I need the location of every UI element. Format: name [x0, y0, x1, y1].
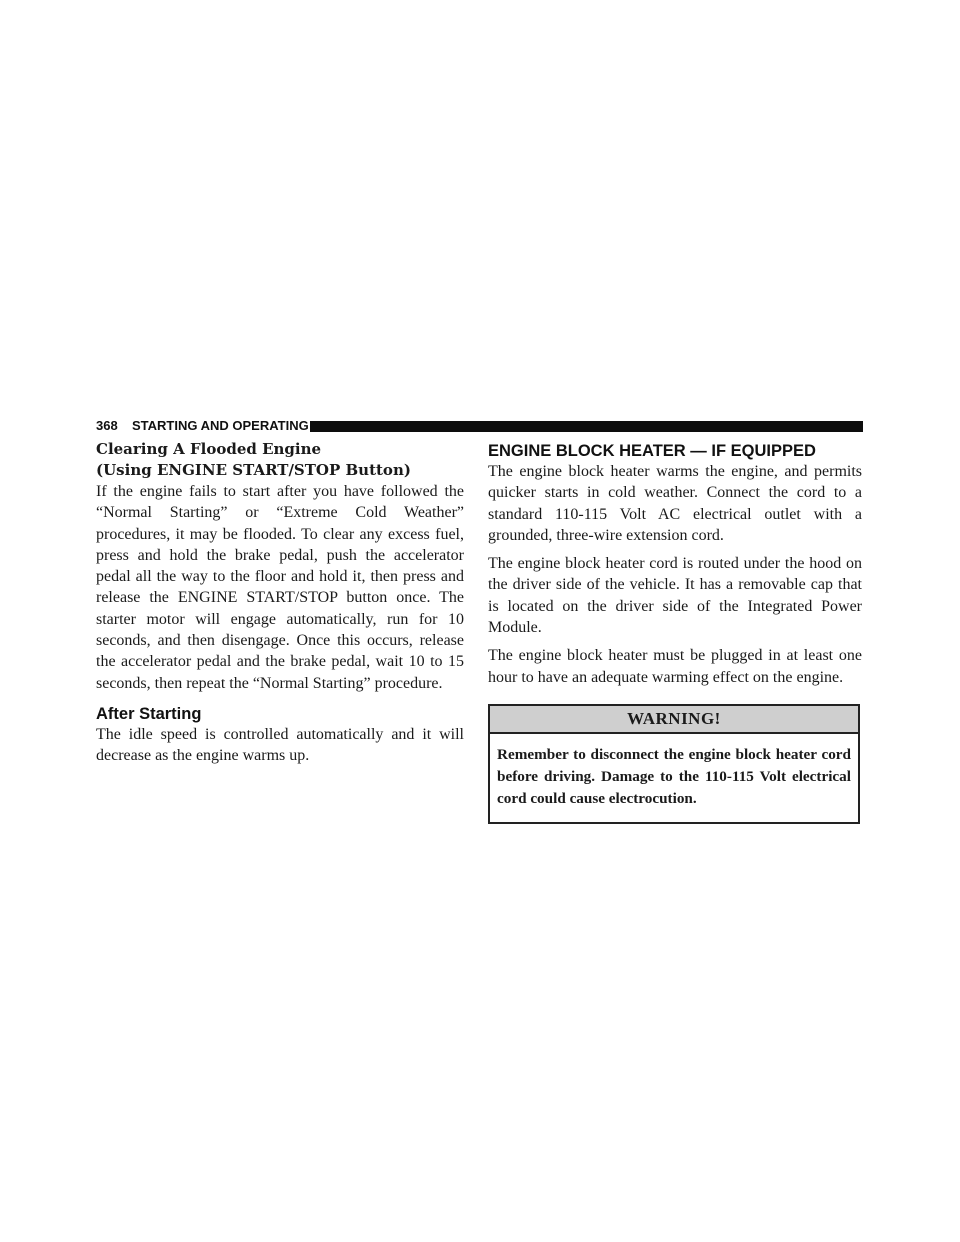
- block-heater-paragraph-3: The engine block heater must be plugged in at least one hour to have an adequate warming effect on the engine.: [488, 647, 862, 686]
- warning-box: [488, 704, 860, 824]
- after-starting-heading: After Starting: [96, 704, 202, 723]
- page-header: [96, 418, 864, 434]
- right-column: [488, 439, 862, 824]
- section-title: STARTING AND OPERATING: [132, 418, 309, 433]
- block-heater-heading: ENGINE BLOCK HEATER — IF EQUIPPED: [488, 442, 816, 460]
- header-rule: [310, 421, 863, 432]
- warning-text: Remember to disconnect the engine block heater cord before driving. Damage to the 110-115 Volt electrical cord could cause electrocution.: [497, 745, 851, 807]
- after-starting-paragraph: The idle speed is controlled automatically and it will decrease as the engine warms up.: [96, 725, 464, 765]
- page-number: 368: [96, 418, 118, 433]
- warning-title: WARNING!: [490, 706, 858, 734]
- flooded-engine-subtitle: (Using ENGINE START/STOP Button): [96, 461, 411, 479]
- flooded-engine-paragraph: If the engine fails to start after you have followed the “Normal Starting” or “Extreme Cold Weather” procedures, it may be flooded. To clear any excess fuel, press and hold the brake pedal, push the accelerator pedal all the way to the floor and hold it, then press and release the ENGINE START/STOP button once. The starter motor will engage automatically, run for 10 seconds, and then disengage. Once this occurs, release the accelerator pedal and the brake pedal, wait 10 to 15 seconds, then repeat the “Normal Starting” procedure.: [96, 483, 464, 692]
- block-heater-paragraph-1: The engine block heater warms the engine, and permits quicker starts in cold weather. Connect the cord to a standard 110-115 Volt AC electrical outlet with a grounded, three-wire extension cord.: [488, 463, 862, 544]
- flooded-engine-heading: Clearing A Flooded Engine: [96, 440, 322, 458]
- block-heater-paragraph-2: The engine block heater cord is routed under the hood on the driver side of the vehicle. It has a removable cap that is located on the driver side of the Integrated Power Module.: [488, 555, 862, 637]
- left-column: [96, 439, 464, 767]
